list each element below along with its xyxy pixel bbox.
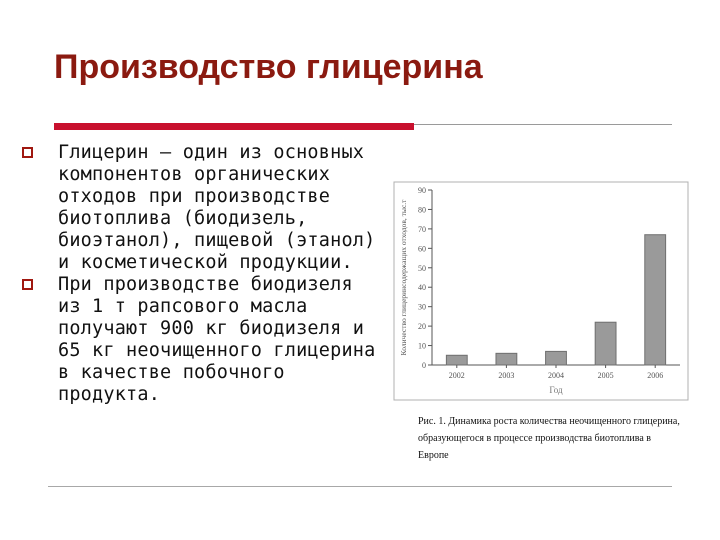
bar-2006: [645, 235, 666, 365]
bar-2004: [546, 351, 567, 365]
footer-divider: [48, 486, 672, 487]
bullet-text: Глицерин — один из основных компонентов органических отходов при производстве биотоплива (биодизель, биоэтанол), пищевой (этанол) и косметической продукции.: [58, 142, 376, 273]
y-tick-label: 40: [418, 283, 426, 293]
bullet-text: При производстве биодизеля из 1 т рапсового масла получают 900 кг биодизеля и 65 кг неочищенного глицерина в качестве побочного продукта.: [58, 274, 376, 405]
title-divider: [414, 124, 672, 125]
bullet-list: [22, 142, 382, 406]
y-tick-label: 0: [422, 361, 426, 370]
y-tick-label: 60: [418, 244, 426, 254]
y-tick-label: 20: [418, 322, 426, 332]
bullet-item: [22, 142, 382, 274]
chart-canvas: [392, 180, 690, 402]
y-tick-label: 80: [418, 205, 426, 215]
bar-2005: [595, 322, 616, 365]
y-tick-label: 30: [418, 302, 426, 312]
y-tick-label: 50: [418, 263, 426, 273]
x-tick-label: 2006: [647, 371, 664, 380]
slide-title: Производство глицерина: [54, 48, 483, 86]
y-tick-label: 90: [418, 186, 426, 195]
title-accent-rule: [54, 123, 414, 130]
x-tick-label: 2002: [448, 371, 465, 380]
square-bullet-icon: [22, 279, 33, 290]
bullet-item: [22, 274, 382, 406]
square-bullet-icon: [22, 147, 33, 158]
bar-2002: [446, 355, 467, 365]
chart-frame: [394, 182, 688, 400]
glycerin-chart: [392, 180, 690, 402]
y-tick-label: 70: [418, 224, 426, 234]
bar-2003: [496, 353, 517, 365]
figure-caption: Рис. 1. Динамика роста количества неочищенного глицерина, образующегося в процессе производства биотоплива в Европе: [418, 416, 680, 461]
x-axis-title: Год: [549, 385, 563, 395]
x-tick-label: 2003: [498, 371, 515, 380]
x-tick-label: 2005: [597, 371, 614, 380]
y-axis-title: Количество глицеринсодержащих отходов, тыс.т: [399, 199, 408, 356]
y-tick-label: 10: [418, 341, 426, 351]
x-tick-label: 2004: [548, 371, 564, 380]
